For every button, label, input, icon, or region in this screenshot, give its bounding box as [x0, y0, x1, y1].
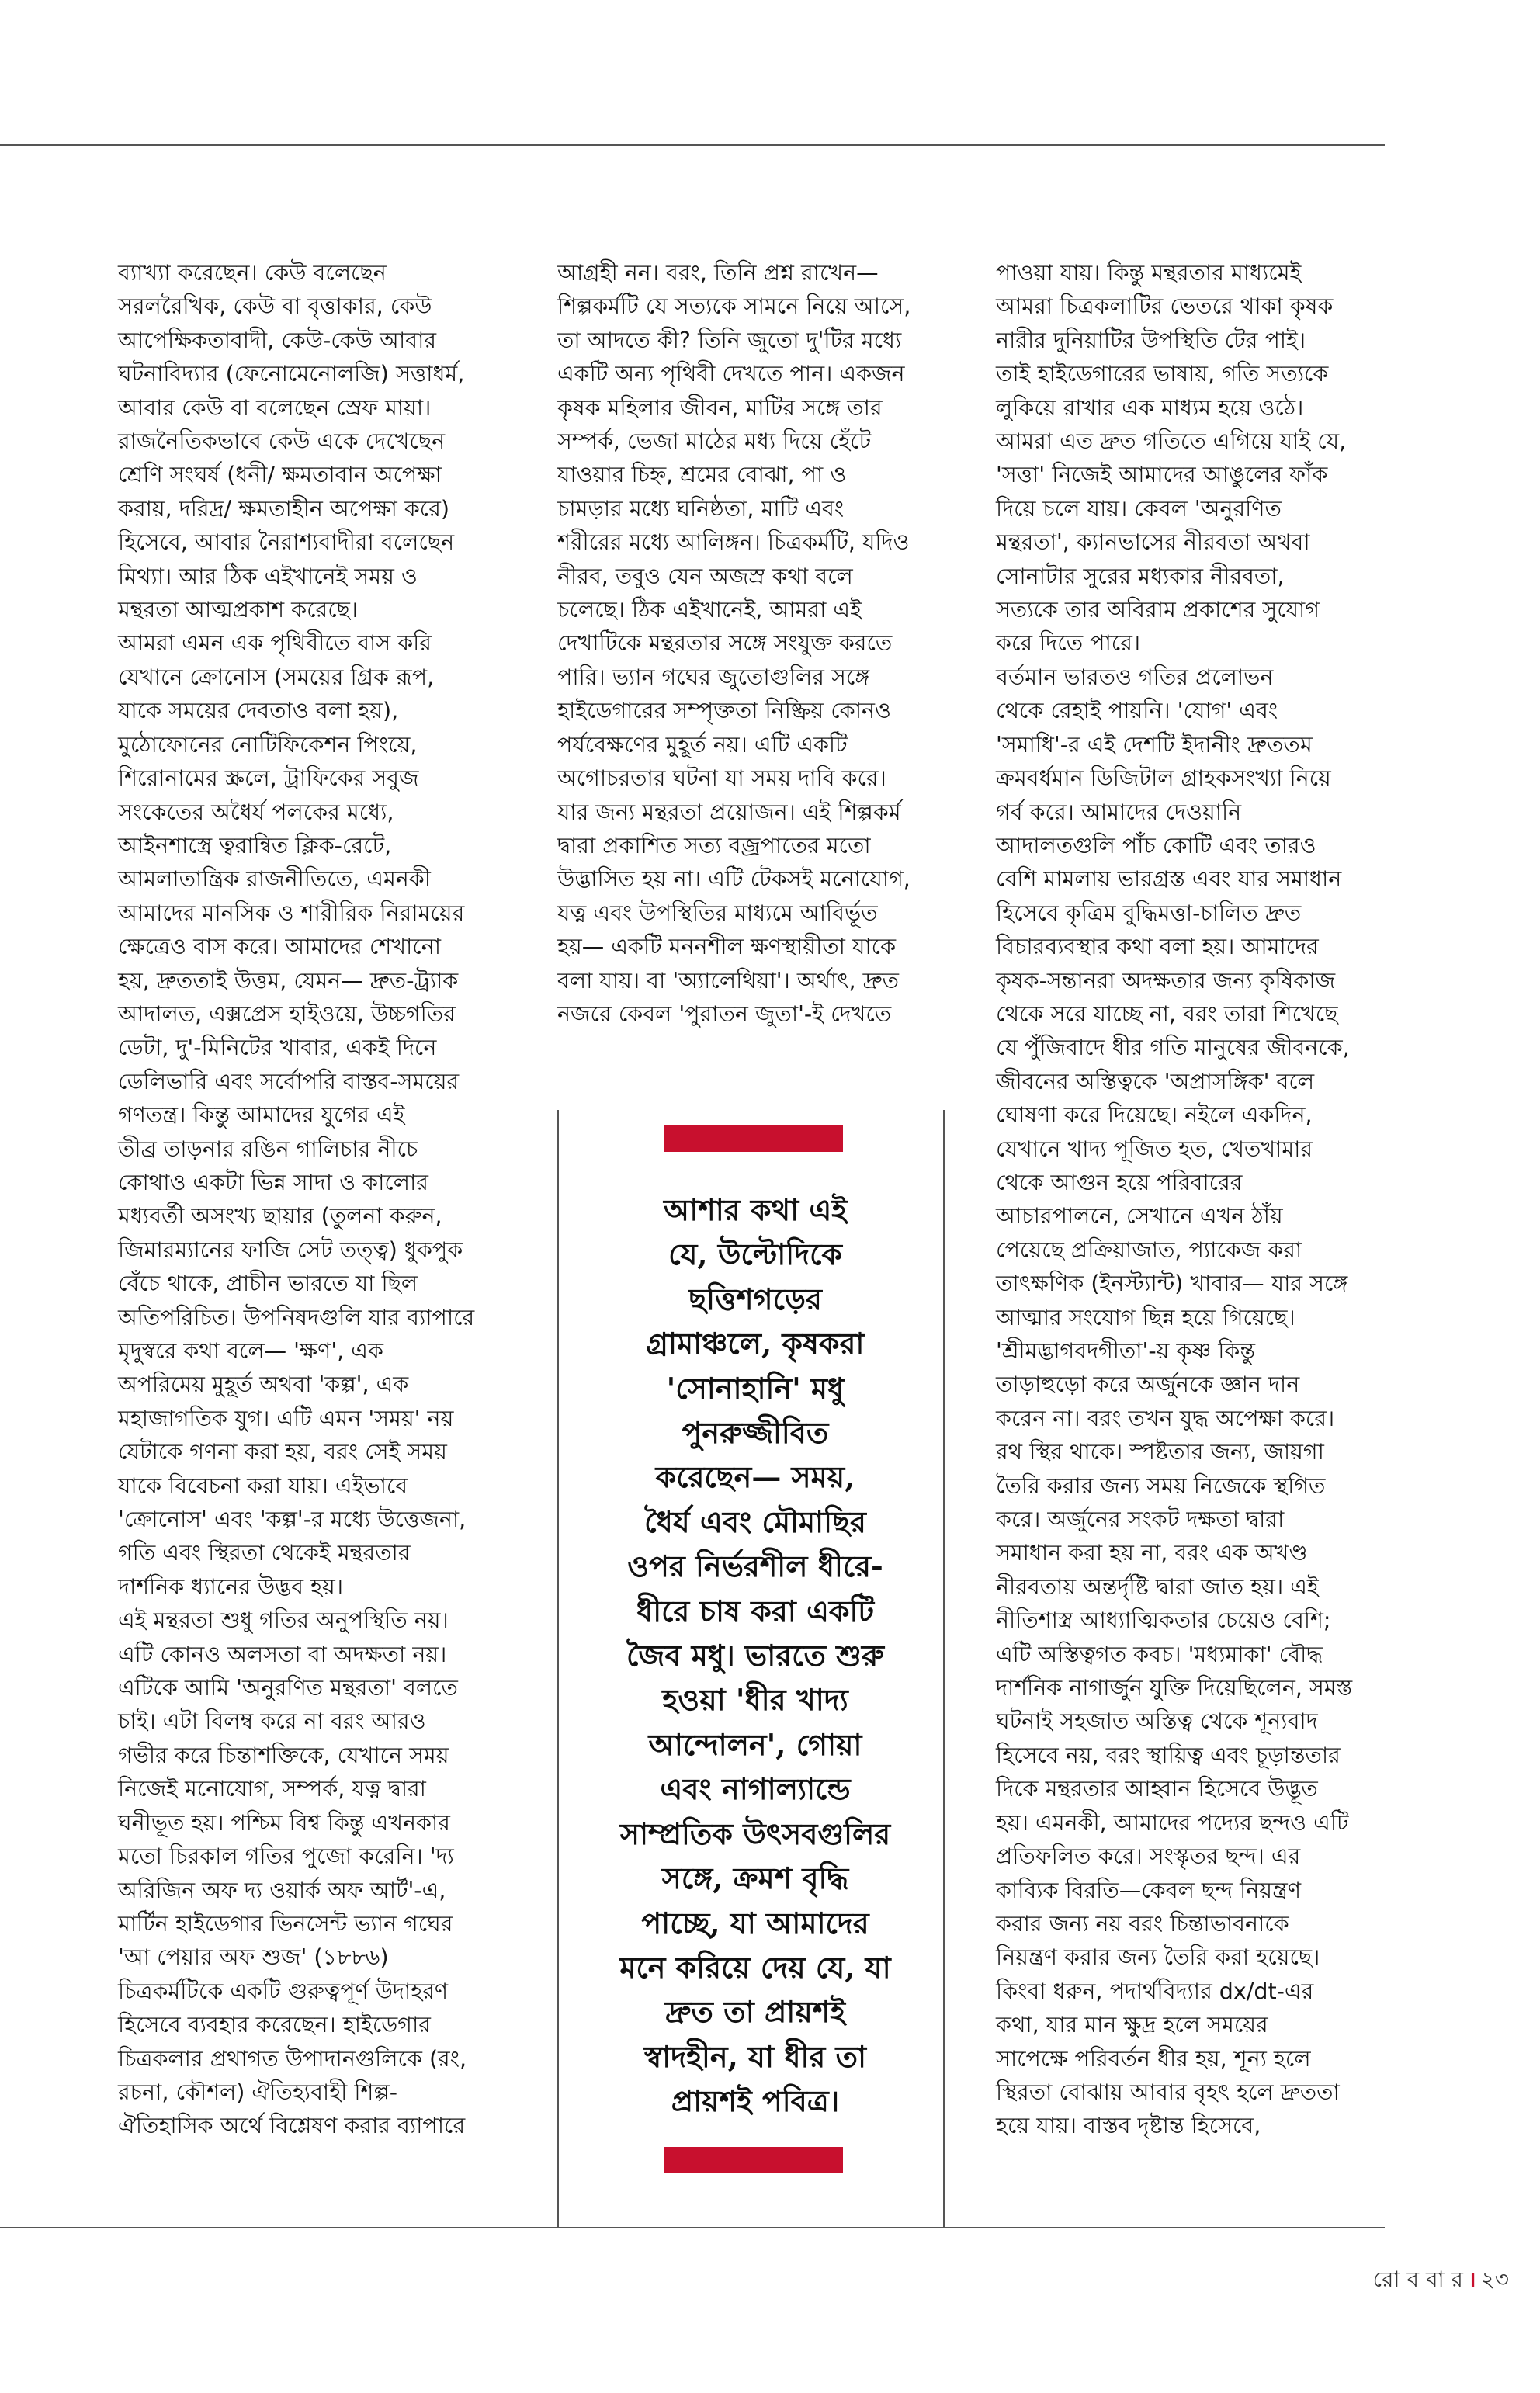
- pullquote-line: ওপর নির্ভরশীল ধীরে-: [627, 1549, 883, 1584]
- pullquote-line: দ্রুত তা প্রায়শই: [665, 1994, 845, 2030]
- text-line: যেটাকে গণনা করা হয়, বরং সেই সময়: [118, 1439, 447, 1465]
- pullquote-line: পাচ্ছে, যা আমাদের: [641, 1905, 869, 1940]
- page-footer: [1373, 2263, 1509, 2299]
- text-line: শিল্পকর্মটি যে সত্যকে সামনে নিয়ে আসে,: [557, 293, 911, 320]
- text-line: সরলরৈখিক, কেউ বা বৃত্তাকার, কেউ: [118, 293, 432, 320]
- text-line: আমলাতান্ত্রিক রাজনীতিতে, এমনকী: [118, 866, 431, 893]
- pullquote-line: মনে করিয়ে দেয় যে, যা: [619, 1949, 891, 1985]
- pullquote-line: জৈব মধু। ভারতে শুরু: [626, 1638, 885, 1673]
- text-line: দিকে মন্থরতার আহ্বান হিসেবে উদ্ভূত: [996, 1776, 1318, 1802]
- text-line: নীতিশাস্ত্র আধ্যাত্মিকতার চেয়েও বেশি;: [996, 1607, 1331, 1634]
- pullquote-line: সঙ্গে, ক্রমশ বৃদ্ধি: [661, 1861, 849, 1896]
- text-line: অপরিমেয় মুহূর্ত অথবা 'কল্প', এক: [118, 1372, 409, 1398]
- top-rule: [0, 144, 1385, 146]
- pullquote-line: প্রায়শই পবিত্র।: [671, 2083, 840, 2119]
- text-line: শরীরের মধ্যে আলিঙ্গন। চিত্রকর্মটি, যদিও: [557, 529, 910, 556]
- text-line: চাই। এটা বিলম্ব করে না বরং আরও: [118, 1708, 426, 1735]
- pullquote-line: আশার কথা এই: [663, 1192, 848, 1227]
- text-line: অগোচরতার ঘটনা যা সময় দাবি করে।: [557, 765, 886, 792]
- text-line: মিথ্যা। আর ঠিক এইখানেই সময় ও: [118, 563, 418, 589]
- text-line: ঘোষণা করে দিয়েছে। নইলে একদিন,: [996, 1102, 1313, 1129]
- text-line: কৃষক-সন্তানরা অদক্ষতার জন্য কৃষিকাজ: [996, 967, 1336, 994]
- text-line: নারীর দুনিয়াটির উপস্থিতি টের পাই।: [996, 327, 1306, 353]
- text-line: কোথাও একটা ভিন্ন সাদা ও কালোর: [118, 1169, 428, 1195]
- text-line: আমাদের মানসিক ও শারীরিক নিরাময়ের: [118, 900, 465, 926]
- text-line: গণতন্ত্র। কিন্তু আমাদের যুগের এই: [118, 1102, 405, 1129]
- text-line: হয়— একটি মননশীল ক্ষণস্থায়ীতা যাকে: [557, 934, 897, 960]
- text-line: স্থিরতা বোঝায় আবার বৃহৎ হলে দ্রুততা: [996, 2079, 1340, 2105]
- text-line: আদালতগুলি পাঁচ কোটি এবং তারও: [996, 832, 1316, 858]
- magazine-name: রো ব বা র: [1372, 2266, 1463, 2292]
- text-line: হিসেবে ব্যবহার করেছেন। হাইডেগার: [118, 2012, 431, 2038]
- text-line: সত্যকে তার অবিরাম প্রকাশের সুযোগ: [996, 597, 1320, 623]
- text-line: লুকিয়ে রাখার এক মাধ্যম হয়ে ওঠে।: [996, 394, 1304, 421]
- text-column-3: [996, 256, 1368, 2143]
- text-line: শ্রেণি সংঘর্ষ (ধনী/ ক্ষমতাবান অপেক্ষা: [118, 462, 442, 488]
- text-line: এটি অস্তিত্বগত কবচ। 'মধ্যমাকা' বৌদ্ধ: [996, 1641, 1323, 1667]
- text-line: জীবনের অস্তিত্বকে 'অপ্রাসঙ্গিক' বলে: [996, 1068, 1315, 1094]
- text-line: পর্যবেক্ষণের মুহূর্ত নয়। এটি একটি: [557, 731, 848, 758]
- text-line: হিসেবে কৃত্রিম বুদ্ধিমত্তা-চালিত দ্রুত: [996, 900, 1302, 926]
- text-line: করে দিতে পারে।: [996, 630, 1141, 657]
- text-line: করায়, দরিদ্র/ ক্ষমতাহীন অপেক্ষা করে): [118, 495, 450, 522]
- text-line: করেন না। বরং তখন যুদ্ধ অপেক্ষা করে।: [996, 1405, 1335, 1431]
- text-line: ডেটা, দু'-মিনিটের খাবার, একই দিনে: [118, 1035, 437, 1061]
- text-line: নিজেই মনোযোগ, সম্পর্ক, যত্ন দ্বারা: [118, 1776, 426, 1802]
- pullquote-line: হওয়া 'ধীর খাদ্য: [662, 1682, 848, 1718]
- text-line: সোনাটার সুরের মধ্যকার নীরবতা,: [996, 563, 1285, 589]
- pullquote-line: পুনরুজ্জীবিত: [682, 1415, 829, 1451]
- text-line: যাওয়ার চিহ্ন, শ্রমের বোঝা, পা ও: [557, 462, 847, 488]
- text-line: ব্যাখ্যা করেছেন। কেউ বলেছেন: [118, 260, 387, 286]
- text-line: মার্টিন হাইডেগার ভিনসেন্ট ভ্যান গঘের: [118, 1910, 453, 1937]
- text-line: তৈরি করার জন্য সময় নিজেকে স্থগিত: [996, 1472, 1326, 1499]
- text-line: আত্মার সংযোগ ছিন্ন হয়ে গিয়েছে।: [996, 1304, 1295, 1330]
- text-line: তা আদতে কী? তিনি জুতো দু'টির মধ্যে: [557, 327, 902, 353]
- text-line: রচনা, কৌশল) ঐতিহ্যবাহী শিল্প-: [118, 2079, 398, 2105]
- text-line: আবার কেউ বা বলেছেন স্রেফ মায়া।: [118, 394, 432, 421]
- text-line: কাব্যিক বিরতি—কেবল ছন্দ নিয়ন্ত্রণ: [996, 1877, 1302, 1903]
- text-line: যেখানে ক্রোনোস (সময়ের গ্রিক রূপ,: [118, 664, 435, 690]
- page-number: ২৩: [1480, 2266, 1509, 2292]
- text-line: করার জন্য নয় বরং চিন্তাভাবনাকে: [996, 1910, 1289, 1937]
- pullquote-line: এবং নাগাল্যান্ডে: [660, 1771, 851, 1807]
- text-line: ডেলিভারি এবং সর্বোপরি বাস্তব-সময়ের: [118, 1068, 460, 1094]
- text-line: এটিকে আমি 'অনুরণিত মন্থরতা' বলতে: [118, 1675, 458, 1701]
- text-line: তীব্র তাড়নার রঙিন গালিচার নীচে: [118, 1136, 418, 1162]
- text-line: থেকে রেহাই পায়নি। 'যোগ' এবং: [996, 698, 1278, 724]
- text-line: শিরোনামের স্ক্রলে, ট্রাফিকের সবুজ: [118, 765, 419, 792]
- text-line: মহাজাগতিক যুগ। এটি এমন 'সময়' নয়: [118, 1405, 454, 1431]
- text-line: দিয়ে চলে যায়। কেবল 'অনুরণিত: [996, 495, 1282, 522]
- text-line: নীরবতায় অন্তর্দৃষ্টি দ্বারা জাত হয়। এই: [996, 1573, 1319, 1600]
- text-line: সম্পর্ক, ভেজা মাঠের মধ্য দিয়ে হেঁটে: [557, 428, 872, 455]
- text-line: হয়। এমনকী, আমাদের পদ্যের ছন্দও এটি: [996, 1809, 1349, 1836]
- pullquote-line: 'সোনাহানি' মধু: [666, 1370, 845, 1406]
- text-line: কিংবা ধরুন, পদার্থবিদ্যার dx/dt-এর: [996, 1978, 1314, 2004]
- text-line: গর্ব করে। আমাদের দেওয়ানি: [996, 799, 1242, 825]
- pullquote-line: যে, উল্টোদিকে: [668, 1236, 842, 1272]
- text-line: মুঠোফোনের নোটিফিকেশন পিংয়ে,: [118, 731, 418, 758]
- text-line: হাইডেগারের সম্পৃক্ততা নিষ্ক্রিয় কোনও: [557, 698, 891, 724]
- text-line: 'সমাধি'-র এই দেশটি ইদানীং দ্রুততম: [996, 731, 1313, 758]
- text-line: সংকেতের অধৈর্য পলকের মধ্যে,: [118, 799, 394, 825]
- text-line: নজরে কেবল 'পুরাতন জুতা'-ই দেখতে: [557, 1001, 892, 1027]
- text-line: আমরা চিত্রকলাটির ভেতরে থাকা কৃষক: [996, 293, 1334, 320]
- text-line: ক্ষেত্রেও বাস করে। আমাদের শেখানো: [118, 934, 442, 960]
- pullquote-line: স্বাদহীন, যা ধীর তা: [643, 2038, 867, 2074]
- text-line: নিয়ন্ত্রণ করার জন্য তৈরি করা হয়েছে।: [996, 1944, 1320, 1971]
- text-line: 'ক্রোনোস' এবং 'কল্প'-র মধ্যে উত্তেজনা,: [118, 1507, 467, 1533]
- text-line: হয়, দ্রুততাই উত্তম, যেমন— দ্রুত-ট্র্যাক: [118, 967, 459, 994]
- text-line: তাই হাইডেগারের ভাষায়, গতি সত্যকে: [996, 361, 1329, 387]
- text-line: করে। অর্জুনের সংকট দক্ষতা দ্বারা: [996, 1507, 1285, 1533]
- text-line: যেখানে খাদ্য পূজিত হত, খেতখামার: [996, 1136, 1313, 1162]
- text-line: হয়ে যায়। বাস্তব দৃষ্টান্ত হিসেবে,: [996, 2113, 1261, 2139]
- text-line: আপেক্ষিকতাবাদী, কেউ-কেউ আবার: [118, 327, 437, 353]
- text-line: যে পুঁজিবাদে ধীর গতি মানুষের জীবনকে,: [996, 1035, 1350, 1061]
- text-line: পাওয়া যায়। কিন্তু মন্থরতার মাধ্যমেই: [996, 260, 1302, 286]
- text-line: রথ স্থির থাকে। স্পষ্টতার জন্য, জায়গা: [996, 1439, 1324, 1465]
- text-line: হিসেবে নয়, বরং স্থায়িত্ব এবং চূড়ান্ততার: [996, 1742, 1341, 1768]
- text-line: আচারপালনে, সেখানে এখন ঠাঁয়: [996, 1203, 1283, 1229]
- text-line: থেকে আগুন হয়ে পরিবারের: [996, 1169, 1243, 1195]
- text-line: পেয়েছে প্রক্রিয়াজাত, প্যাকেজ করা: [996, 1236, 1302, 1263]
- text-line: তাৎক্ষণিক (ইনস্ট্যান্ট) খাবার— যার সঙ্গে: [996, 1271, 1348, 1297]
- text-line: চামড়ার মধ্যে ঘনিষ্ঠতা, মাটি এবং: [557, 495, 845, 522]
- text-line: ক্রমবর্ধমান ডিজিটাল গ্রাহকসংখ্যা নিয়ে: [996, 765, 1331, 792]
- pullquote-top-bar: [664, 1125, 843, 1152]
- pullquote-line: আন্দোলন', গোয়া: [648, 1726, 862, 1762]
- text-line: 'আ পেয়ার অফ শুজ' (১৮৮৬): [118, 1944, 389, 1971]
- text-line: রাজনৈতিকভাবে কেউ একে দেখেছেন: [118, 428, 446, 455]
- text-line: মন্থরতা আত্মপ্রকাশ করেছে।: [118, 597, 359, 623]
- bottom-rule: [0, 2227, 1385, 2228]
- footer-separator: ।: [1467, 2266, 1476, 2292]
- text-column-2: [557, 256, 945, 1031]
- text-line: দার্শনিক ধ্যানের উদ্ভব হয়।: [118, 1573, 344, 1600]
- text-line: অরিজিন অফ দ্য ওয়ার্ক অফ আর্ট'-এ,: [118, 1877, 446, 1903]
- text-line: দার্শনিক নাগার্জুন যুক্তি দিয়েছিলেন, সমস্ত: [996, 1675, 1353, 1701]
- text-line: সমাধান করা হয় না, বরং এক অখণ্ড: [996, 1540, 1308, 1566]
- text-line: উদ্ভাসিত হয় না। এটি টেকসই মনোযোগ,: [557, 866, 910, 893]
- pull-quote: [565, 1188, 945, 2124]
- text-line: বর্তমান ভারতও গতির প্রলোভন: [996, 664, 1274, 690]
- text-line: এই মন্থরতা শুধু গতির অনুপস্থিতি নয়।: [118, 1607, 449, 1634]
- text-line: চিত্রকর্মটিকে একটি গুরুত্বপূর্ণ উদাহরণ: [118, 1978, 449, 2004]
- text-line: জিমারম্যানের ফাজি সেট তত্ত্ব) ধুকপুক: [118, 1236, 463, 1263]
- text-line: যত্ন এবং উপস্থিতির মাধ্যমে আবির্ভূত: [557, 900, 878, 926]
- text-line: ঘটনাবিদ্যার (ফেনোমেনোলজি) সত্তাধর্ম,: [118, 361, 465, 387]
- text-line: আইনশাস্ত্রে ত্বরান্বিত ক্লিক-রেটে,: [118, 832, 392, 858]
- text-line: আমরা এত দ্রুত গতিতে এগিয়ে যাই যে,: [996, 428, 1347, 455]
- pullquote-line: ধীরে চাষ করা একটি: [636, 1593, 875, 1628]
- pullquote-line: ছত্তিশগড়ের: [688, 1281, 822, 1316]
- text-line: একটি অন্য পৃথিবী দেখতে পান। একজন: [557, 361, 905, 387]
- text-line: বেশি মামলায় ভারগ্রস্ত এবং যার সমাধান: [996, 866, 1342, 893]
- text-column-1: [118, 256, 512, 2143]
- text-line: মন্থরতা', ক্যানভাসের নীরবতা অথবা: [996, 529, 1310, 556]
- text-line: কৃষক মহিলার জীবন, মাটির সঙ্গে তার: [557, 394, 883, 421]
- text-line: প্রতিফলিত করে। সংস্কৃতর ছন্দ। এর: [996, 1843, 1301, 1870]
- text-line: অতিপরিচিত। উপনিষদগুলি যার ব্যাপারে: [118, 1304, 475, 1330]
- text-line: 'শ্রীমদ্ভাগবদগীতা'-য় কৃষ্ণ কিন্তু: [996, 1338, 1256, 1364]
- text-line: মধ্যবর্তী অসংখ্য ছায়ার (তুলনা করুন,: [118, 1203, 442, 1229]
- text-line: আগ্রহী নন। বরং, তিনি প্রশ্ন রাখেন—: [557, 260, 879, 286]
- pullquote-bottom-bar: [664, 2147, 843, 2173]
- text-line: আদালত, এক্সপ্রেস হাইওয়ে, উচ্চগতির: [118, 1001, 456, 1027]
- text-line: কথা, যার মান ক্ষুদ্র হলে সময়ের: [996, 2012, 1268, 2038]
- text-line: গতি এবং স্থিরতা থেকেই মন্থরতার: [118, 1540, 411, 1566]
- text-line: পারি। ভ্যান গঘের জুতোগুলির সঙ্গে: [557, 664, 870, 690]
- text-line: চিত্রকলার প্রথাগত উপাদানগুলিকে (রং,: [118, 2045, 467, 2072]
- text-line: বলা যায়। বা 'অ্যালেথিয়া'। অর্থাৎ, দ্রুত: [557, 967, 900, 994]
- text-line: মৃদুস্বরে কথা বলে— 'ক্ষণ', এক: [118, 1338, 383, 1364]
- text-line: চলেছে। ঠিক এইখানেই, আমরা এই: [557, 597, 862, 623]
- column-divider-left: [557, 1110, 559, 2227]
- text-line: দেখাটিকে মন্থরতার সঙ্গে সংযুক্ত করতে: [557, 630, 893, 657]
- text-line: আমরা এমন এক পৃথিবীতে বাস করি: [118, 630, 432, 657]
- text-line: যার জন্য মন্থরতা প্রয়োজন। এই শিল্পকর্ম: [557, 799, 901, 825]
- text-line: মতো চিরকাল গতির পুজো করেনি। 'দ্য: [118, 1843, 454, 1870]
- text-line: বেঁচে থাকে, প্রাচীন ভারতে যা ছিল: [118, 1271, 418, 1297]
- text-line: যাকে বিবেচনা করা যায়। এইভাবে: [118, 1472, 408, 1499]
- text-line: বিচারব্যবস্থার কথা বলা হয়। আমাদের: [996, 934, 1319, 960]
- text-line: নীরব, তবুও যেন অজস্র কথা বলে: [557, 563, 853, 589]
- text-line: তাড়াহুড়ো করে অর্জুনকে জ্ঞান দান: [996, 1372, 1300, 1398]
- pullquote-line: করেছেন— সময়,: [655, 1459, 855, 1495]
- text-line: ঘনীভূত হয়। পশ্চিম বিশ্ব কিন্তু এখনকার: [118, 1809, 450, 1836]
- pullquote-line: গ্রামাঞ্চলে, কৃষকরা: [646, 1326, 865, 1361]
- text-line: 'সত্তা' নিজেই আমাদের আঙুলের ফাঁক: [996, 462, 1328, 488]
- text-line: গভীর করে চিন্তাশক্তিকে, যেখানে সময়: [118, 1742, 449, 1768]
- text-line: ঘটনাই সহজাত অস্তিত্ব থেকে শূন্যবাদ: [996, 1708, 1318, 1735]
- pullquote-line: ধৈর্য এবং মৌমাছির: [644, 1503, 866, 1539]
- text-line: এটি কোনও অলসতা বা অদক্ষতা নয়।: [118, 1641, 447, 1667]
- text-line: ঐতিহাসিক অর্থে বিশ্লেষণ করার ব্যাপারে: [118, 2113, 466, 2139]
- text-line: থেকে সরে যাচ্ছে না, বরং তারা শিখেছে: [996, 1001, 1338, 1027]
- text-line: সাপেক্ষে পরিবর্তন ধীর হয়, শূন্য হলে: [996, 2045, 1311, 2072]
- pullquote-line: সাম্প্রতিক উৎসবগুলির: [619, 1816, 891, 1851]
- text-line: হিসেবে, আবার নৈরাশ্যবাদীরা বলেছেন: [118, 529, 455, 556]
- text-line: দ্বারা প্রকাশিত সত্য বজ্রপাতের মতো: [557, 832, 871, 858]
- text-line: যাকে সময়ের দেবতাও বলা হয়),: [118, 698, 399, 724]
